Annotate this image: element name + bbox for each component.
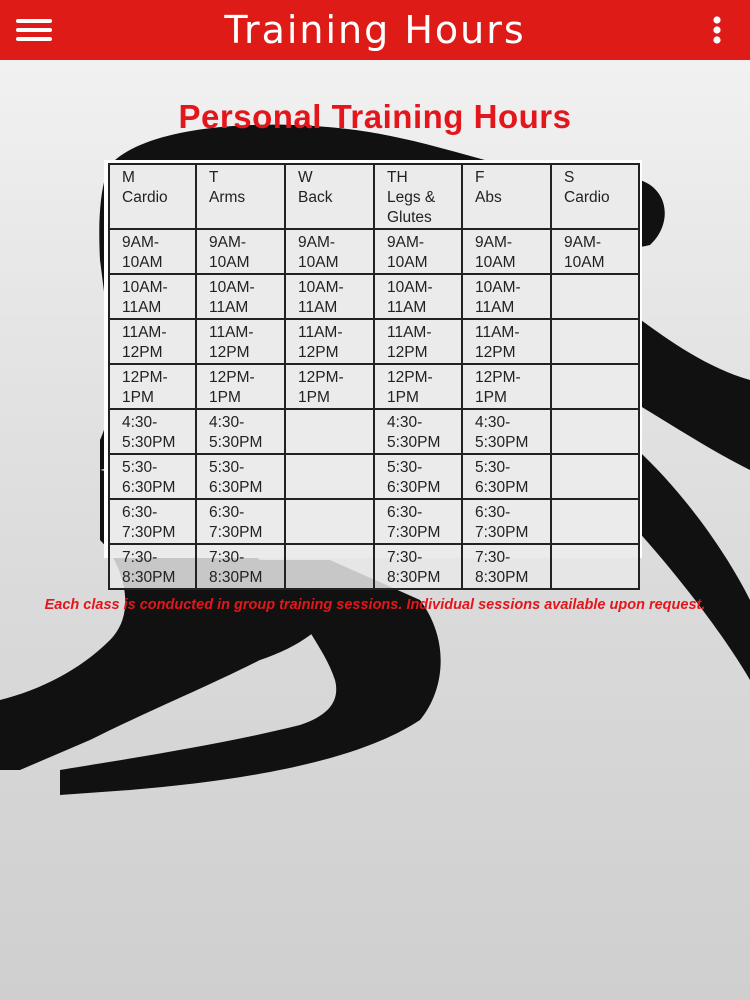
time-slot-cell: 4:30- 5:30PM — [109, 409, 196, 454]
time-slot-cell: 12PM- 1PM — [109, 364, 196, 409]
empty-slot-cell — [551, 454, 639, 499]
time-slot-cell: 7:30- 8:30PM — [196, 544, 285, 589]
schedule-row — [109, 364, 639, 409]
empty-slot-cell — [285, 499, 374, 544]
time-slot-cell: 6:30- 7:30PM — [109, 499, 196, 544]
time-slot-cell: 11AM- 12PM — [462, 319, 551, 364]
day-header-cell: S Cardio — [551, 164, 639, 229]
day-header-cell: TH Legs & Glutes — [374, 164, 462, 229]
overflow-menu-button[interactable] — [702, 12, 732, 48]
schedule-row — [109, 229, 639, 274]
time-slot-cell: 9AM- 10AM — [551, 229, 639, 274]
schedule-row — [109, 319, 639, 364]
empty-slot-cell — [285, 409, 374, 454]
schedule-card — [104, 160, 642, 586]
more-vert-icon — [712, 16, 722, 44]
empty-slot-cell — [285, 544, 374, 589]
empty-slot-cell — [551, 364, 639, 409]
time-slot-cell: 5:30- 6:30PM — [374, 454, 462, 499]
empty-slot-cell — [551, 274, 639, 319]
time-slot-cell: 5:30- 6:30PM — [196, 454, 285, 499]
time-slot-cell: 6:30- 7:30PM — [196, 499, 285, 544]
time-slot-cell: 6:30- 7:30PM — [374, 499, 462, 544]
app-title: Training Hours — [224, 8, 526, 52]
time-slot-cell: 7:30- 8:30PM — [109, 544, 196, 589]
group-session-note: Each class is conducted in group training sessions. Individual sessions available upon request. — [44, 597, 706, 613]
time-slot-cell: 11AM- 12PM — [374, 319, 462, 364]
schedule-row — [109, 409, 639, 454]
time-slot-cell: 9AM- 10AM — [462, 229, 551, 274]
time-slot-cell: 10AM- 11AM — [285, 274, 374, 319]
time-slot-cell: 5:30- 6:30PM — [109, 454, 196, 499]
time-slot-cell: 11AM- 12PM — [196, 319, 285, 364]
flyer-heading: Personal Training Hours — [178, 98, 572, 135]
time-slot-cell: 12PM- 1PM — [462, 364, 551, 409]
empty-slot-cell — [551, 409, 639, 454]
time-slot-cell: 9AM- 10AM — [196, 229, 285, 274]
day-header-cell: M Cardio — [109, 164, 196, 229]
empty-slot-cell — [551, 499, 639, 544]
time-slot-cell: 12PM- 1PM — [374, 364, 462, 409]
day-header-cell: F Abs — [462, 164, 551, 229]
schedule-row — [109, 274, 639, 319]
time-slot-cell: 11AM- 12PM — [285, 319, 374, 364]
schedule-row — [109, 454, 639, 499]
time-slot-cell: 4:30- 5:30PM — [196, 409, 285, 454]
app-bar — [0, 0, 750, 60]
schedule-body — [109, 164, 639, 589]
time-slot-cell: 4:30- 5:30PM — [374, 409, 462, 454]
schedule-table — [108, 163, 640, 590]
empty-slot-cell — [285, 454, 374, 499]
time-slot-cell: 12PM- 1PM — [285, 364, 374, 409]
time-slot-cell: 10AM- 11AM — [374, 274, 462, 319]
time-slot-cell: 7:30- 8:30PM — [462, 544, 551, 589]
time-slot-cell: 9AM- 10AM — [285, 229, 374, 274]
time-slot-cell: 5:30- 6:30PM — [462, 454, 551, 499]
day-header-cell: W Back — [285, 164, 374, 229]
time-slot-cell: 10AM- 11AM — [196, 274, 285, 319]
time-slot-cell: 4:30- 5:30PM — [462, 409, 551, 454]
time-slot-cell: 10AM- 11AM — [462, 274, 551, 319]
training-flyer — [0, 60, 750, 1000]
schedule-row — [109, 544, 639, 589]
time-slot-cell: 6:30- 7:30PM — [462, 499, 551, 544]
schedule-row — [109, 499, 639, 544]
time-slot-cell: 12PM- 1PM — [196, 364, 285, 409]
time-slot-cell: 11AM- 12PM — [109, 319, 196, 364]
empty-slot-cell — [551, 544, 639, 589]
day-header-cell: T Arms — [196, 164, 285, 229]
time-slot-cell: 7:30- 8:30PM — [374, 544, 462, 589]
time-slot-cell: 9AM- 10AM — [109, 229, 196, 274]
empty-slot-cell — [551, 319, 639, 364]
time-slot-cell: 10AM- 11AM — [109, 274, 196, 319]
time-slot-cell: 9AM- 10AM — [374, 229, 462, 274]
schedule-header-row — [109, 164, 639, 229]
